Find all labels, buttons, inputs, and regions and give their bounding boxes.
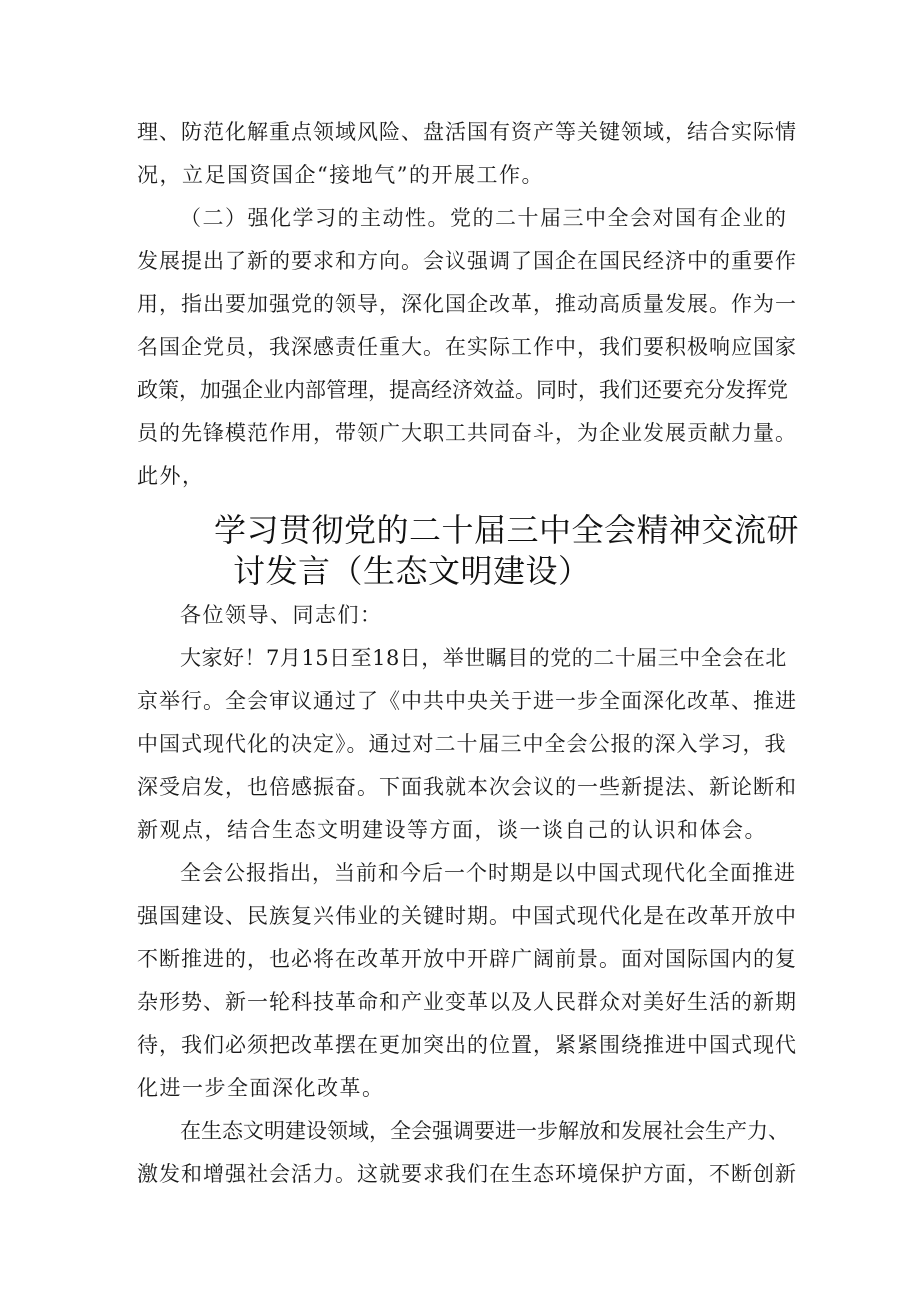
body-line-10: 待，我们必须把改革摆在更加突出的位置，紧紧围绕推进中国式现代 (137, 1033, 797, 1057)
speech-title-line-1: 学习贯彻党的二十届三中全会精神交流研 (214, 511, 800, 549)
prev-line-5: 用，指出要加强党的领导，深化国企改革，推动高质量发展。作为一 (137, 292, 797, 316)
body-line-7: 强国建设、民族复兴伟业的关键时期。中国式现代化是在改革开放中 (137, 904, 797, 928)
body-line-13: 激发和增强社会活力。这就要求我们在生态环境保护方面，不断创新 (137, 1162, 797, 1186)
salutation: 各位领导、同志们： (180, 603, 383, 627)
prev-line-9: 此外， (137, 464, 205, 488)
prev-line-1: 理、防范化解重点领域风险、盘活国有资产等关键领域，结合实际情 (137, 120, 797, 144)
body-line-8: 不断推进的，也必将在改革开放中开辟广阔前景。面对国际国内的复 (137, 947, 797, 971)
prev-line-4: 发展提出了新的要求和方向。会议强调了国企在国民经济中的重要作 (137, 249, 797, 273)
body-line-9: 杂形势、新一轮科技革命和产业变革以及人民群众对美好生活的新期 (137, 990, 797, 1014)
prev-line-2: 况，立足国资国企“接地气”的开展工作。 (137, 163, 544, 187)
prev-line-7: 政策，加强企业内部管理，提高经济效益。同时，我们还要充分发挥党 (137, 378, 788, 402)
prev-line-3: （二）强化学习的主动性。党的二十届三中全会对国有企业的 (180, 206, 788, 230)
body-line-2: 京举行。全会审议通过了《中共中央关于进一步全面深化改革、推进 (137, 689, 797, 713)
body-line-5: 新观点，结合生态文明建设等方面，谈一谈自己的认识和体会。 (137, 818, 767, 842)
body-line-12: 在生态文明建设领域，全会强调要进一步解放和发展社会生产力、 (180, 1119, 789, 1143)
speech-title-line-2: 讨发言（生态文明建设） (233, 552, 591, 590)
prev-line-8: 员的先锋模范作用，带领广大职工共同奋斗，为企业发展贡献力量。 (137, 421, 797, 445)
body-line-6: 全会公报指出，当前和今后一个时期是以中国式现代化全面推进 (180, 861, 796, 885)
body-line-3: 中国式现代化的决定》。通过对二十届三中全会公报的深入学习，我 (137, 732, 787, 756)
prev-line-6: 名国企党员，我深感责任重大。在实际工作中，我们要积极响应国家 (137, 335, 797, 359)
body-line-4: 深受启发，也倍感振奋。下面我就本次会议的一些新提法、新论断和 (137, 775, 797, 799)
body-line-11: 化进一步全面深化改革。 (137, 1076, 385, 1100)
body-line-1: 大家好！7月15日至18日，举世瞩目的党的二十届三中全会在北 (180, 646, 787, 670)
